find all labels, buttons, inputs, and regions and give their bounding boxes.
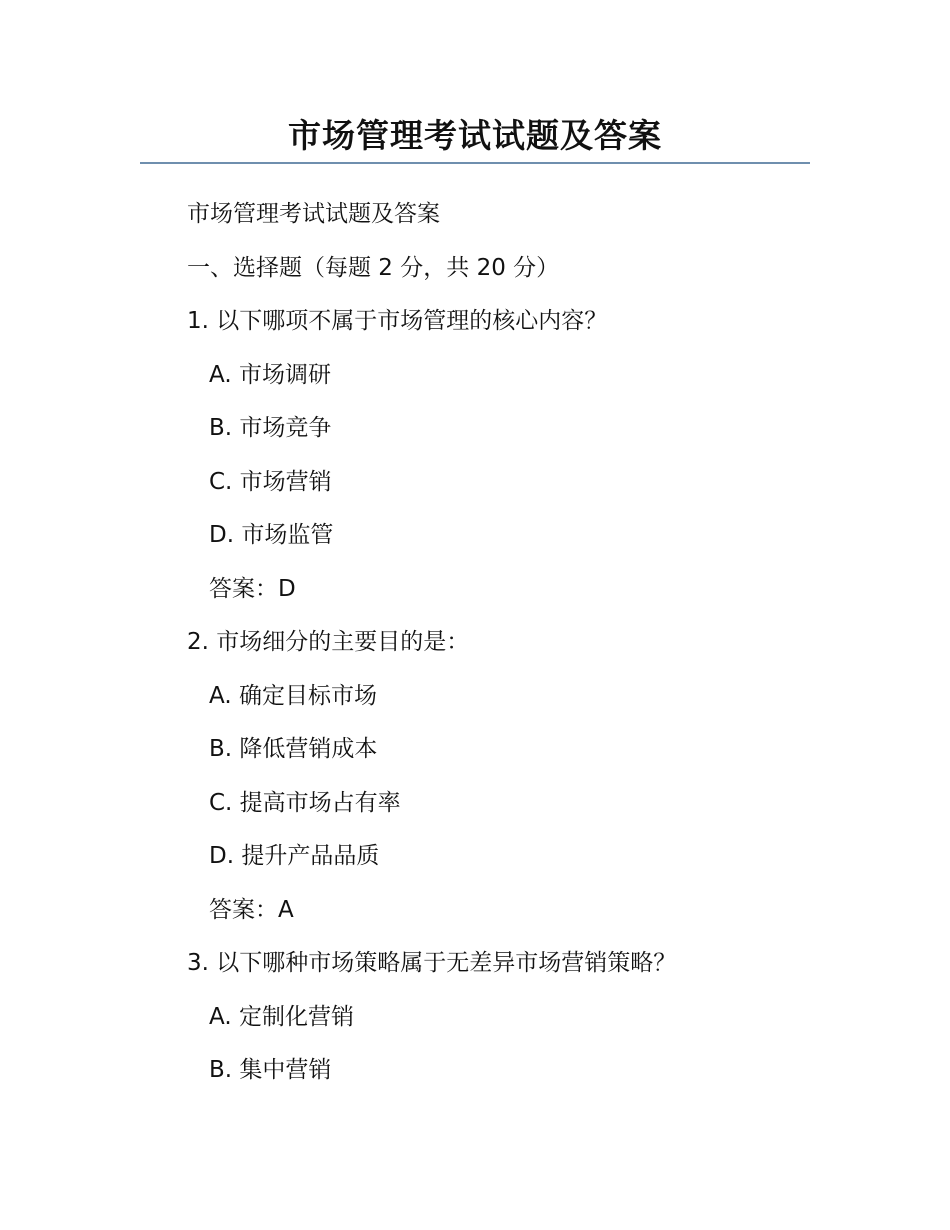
question-stem: 1. 以下哪项不属于市场管理的核心内容？ bbox=[187, 308, 608, 334]
option-b: B. 集中营销 bbox=[209, 1057, 332, 1083]
option-d: D. 市场监管 bbox=[209, 522, 334, 548]
question-3 bbox=[187, 943, 827, 1104]
document-body bbox=[187, 194, 827, 1104]
question-stem: 3. 以下哪种市场策略属于无差异市场营销策略？ bbox=[187, 950, 677, 976]
answer-text: 答案：A bbox=[209, 896, 294, 923]
document-subtitle: 市场管理考试试题及答案 bbox=[187, 201, 440, 227]
page-title: 市场管理考试试题及答案 bbox=[288, 116, 662, 155]
option-d: D. 提升产品品质 bbox=[209, 843, 380, 869]
option-a: A. 定制化营销 bbox=[209, 1003, 354, 1030]
option-b: B. 市场竞争 bbox=[209, 415, 332, 441]
option-b: B. 降低营销成本 bbox=[209, 736, 378, 762]
question-stem: 2. 市场细分的主要目的是： bbox=[187, 629, 470, 655]
title-divider bbox=[140, 162, 810, 164]
option-c: C. 提高市场占有率 bbox=[209, 789, 401, 816]
option-a: A. 市场调研 bbox=[209, 361, 331, 388]
section-heading: 一、选择题（每题 2 分，共 20 分） bbox=[187, 254, 560, 281]
question-1 bbox=[187, 301, 827, 622]
answer-text: 答案：D bbox=[209, 575, 296, 602]
option-a: A. 确定目标市场 bbox=[209, 682, 377, 709]
option-c: C. 市场营销 bbox=[209, 468, 332, 495]
question-2 bbox=[187, 622, 827, 943]
